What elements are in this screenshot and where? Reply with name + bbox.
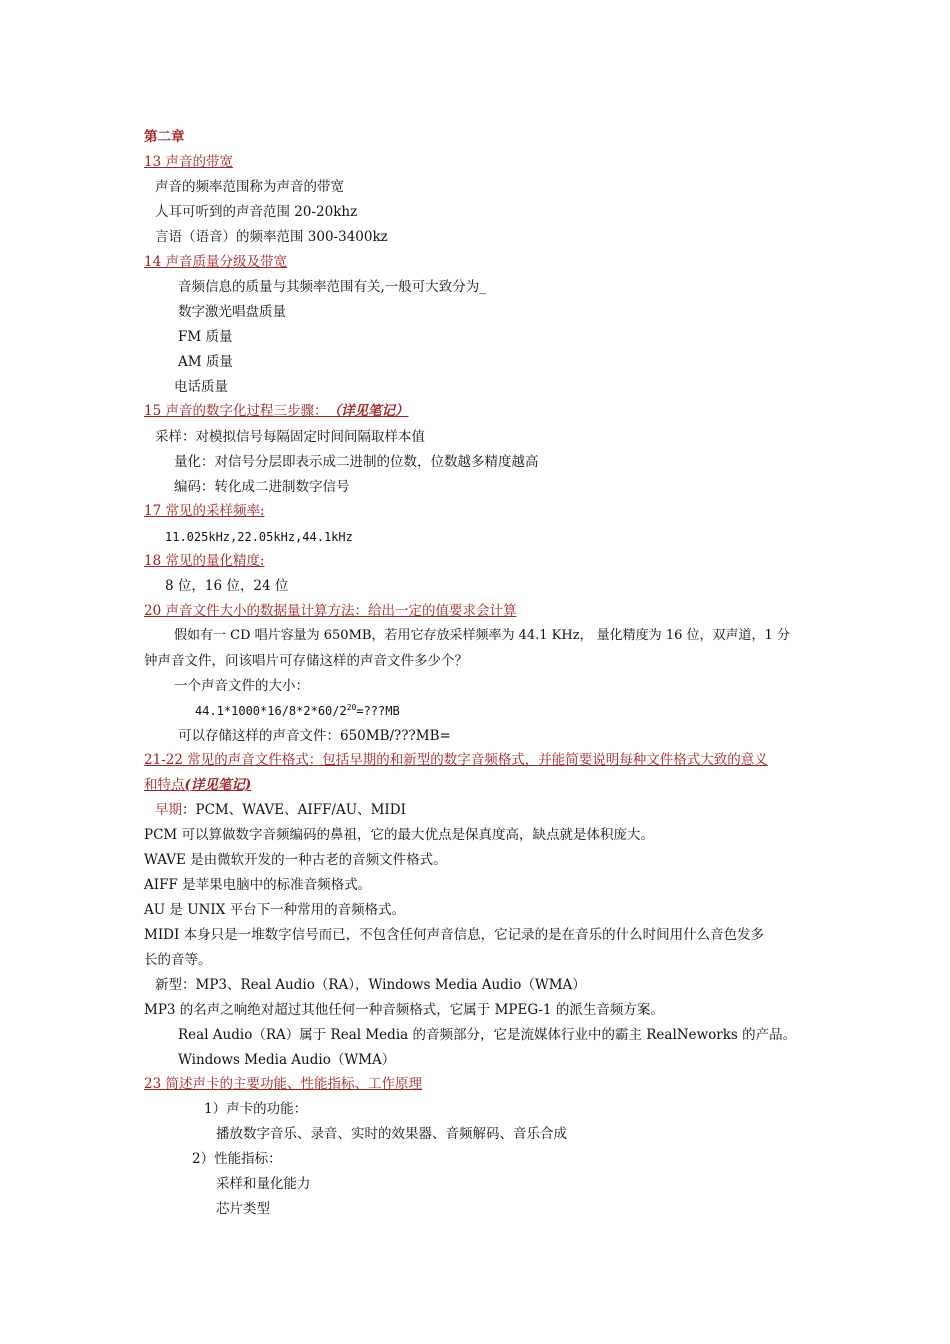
section-17-heading: 17 常见的采样频率: bbox=[144, 503, 265, 519]
s15-line-1: 采样：对模拟信号每隔固定时间间隔取样本值 bbox=[155, 429, 425, 445]
s21-heading-text: 和特点 bbox=[144, 777, 185, 793]
s21-early-label: 早期 bbox=[155, 802, 182, 818]
s14-line-5: 电话质量 bbox=[174, 379, 228, 395]
s23-perf-label: 2）性能指标： bbox=[192, 1151, 282, 1167]
s14-line-2: 数字激光唱盘质量 bbox=[178, 304, 286, 320]
s20-para-line-2: 钟声音文件，问该唱片可存储这样的声音文件多少个？ bbox=[144, 653, 468, 669]
s15-heading-text: 15 声音的数字化过程三步骤： bbox=[144, 403, 328, 419]
s21-midi-line-1: MIDI 本身只是一堆数字信号而已，不包含任何声音信息，它记录的是在音乐的什么时间用什么音色发多 bbox=[144, 927, 765, 943]
s21-au: AU 是 UNIX 平台下一种常用的音频格式。 bbox=[144, 902, 406, 918]
s17-line: 11.025kHz,22.05kHz,44.1kHz bbox=[165, 530, 353, 544]
section-14-heading: 14 声音质量分级及带宽 bbox=[144, 254, 287, 270]
s15-heading-note: （详见笔记） bbox=[327, 403, 409, 419]
s20-formula-exponent: 20 bbox=[346, 703, 357, 712]
s20-count-line: 可以存储这样的声音文件：650MB/???MB= bbox=[178, 728, 451, 744]
section-20-heading: 20 声音文件大小的数据量计算方法：给出一定的值要求会计算 bbox=[144, 603, 517, 619]
s21-midi-line-2: 长的音等。 bbox=[144, 952, 212, 968]
s20-formula bbox=[195, 702, 400, 720]
section-23-heading: 23 简述声卡的主要功能、性能指标、工作原理 bbox=[144, 1076, 422, 1092]
s20-formula-b: =???MB bbox=[356, 704, 400, 718]
s21-early-line bbox=[155, 801, 406, 819]
s21-early-list: ：PCM、WAVE、AIFF/AU、MIDI bbox=[182, 802, 406, 818]
s23-perf-item-2: 芯片类型 bbox=[216, 1201, 270, 1217]
s14-line-1: 音频信息的质量与其频率范围有关,一般可大致分为_ bbox=[178, 279, 487, 295]
s21-wma: Windows Media Audio（WMA） bbox=[178, 1052, 396, 1068]
s20-para-line-1: 假如有一 CD 唱片容量为 650MB，若用它存放采样频率为 44.1 KHz， 量化精度为 16 位，双声道，1 分 bbox=[174, 628, 790, 643]
s23-func-label: 1）声卡的功能： bbox=[204, 1101, 308, 1117]
s23-func-line: 播放数字音乐、录音、实时的效果器、音频解码、音乐合成 bbox=[216, 1126, 567, 1142]
section-13-heading: 13 声音的带宽 bbox=[144, 154, 233, 170]
section-21-heading-line-2 bbox=[144, 776, 251, 794]
section-18-heading: 18 常见的量化精度: bbox=[144, 553, 265, 569]
s21-heading-note: (详见笔记) bbox=[184, 777, 252, 793]
s13-line-1: 声音的频率范围称为声音的带宽 bbox=[155, 179, 344, 195]
s21-wave: WAVE 是由微软开发的一种古老的音频文件格式。 bbox=[144, 852, 447, 868]
s20-size-label: 一个声音文件的大小： bbox=[174, 678, 309, 694]
s21-new-list: 新型：MP3、Real Audio（RA），Windows Media Audio（WMA） bbox=[155, 977, 586, 993]
s21-pcm: PCM 可以算做数字音频编码的鼻祖，它的最大优点是保真度高，缺点就是体积庞大。 bbox=[144, 827, 655, 843]
s21-aiff: AIFF 是苹果电脑中的标准音频格式。 bbox=[144, 877, 372, 893]
s13-line-2: 人耳可听到的声音范围 20-20khz bbox=[155, 204, 358, 220]
s21-mp3: MP3 的名声之响绝对超过其他任何一种音频格式，它属于 MPEG-1 的派生音频方案。 bbox=[144, 1002, 664, 1018]
s13-line-3: 言语（语音）的频率范围 300-3400kz bbox=[155, 229, 388, 245]
s14-line-4: AM 质量 bbox=[178, 354, 233, 370]
s15-line-2: 量化：对信号分层即表示成二进制的位数，位数越多精度越高 bbox=[174, 454, 539, 470]
s20-formula-a: 44.1*1000*16/8*2*60/2 bbox=[195, 704, 347, 718]
s18-line: 8 位，16 位，24 位 bbox=[165, 578, 289, 594]
s21-ra: Real Audio（RA）属于 Real Media 的音频部分，它是流媒体行业中的霸主 RealNeworks 的产品。 bbox=[178, 1027, 797, 1043]
section-15-heading bbox=[144, 402, 408, 420]
chapter-title: 第二章 bbox=[144, 129, 185, 145]
s23-perf-item-1: 采样和量化能力 bbox=[216, 1176, 311, 1192]
s15-line-3: 编码：转化成二进制数字信号 bbox=[174, 479, 350, 495]
section-21-heading-line-1: 21-22 常见的声音文件格式：包括早期的和新型的数字音频格式，并能简要说明每种文件格式大致的意义 bbox=[144, 752, 768, 768]
s14-line-3: FM 质量 bbox=[178, 329, 233, 345]
